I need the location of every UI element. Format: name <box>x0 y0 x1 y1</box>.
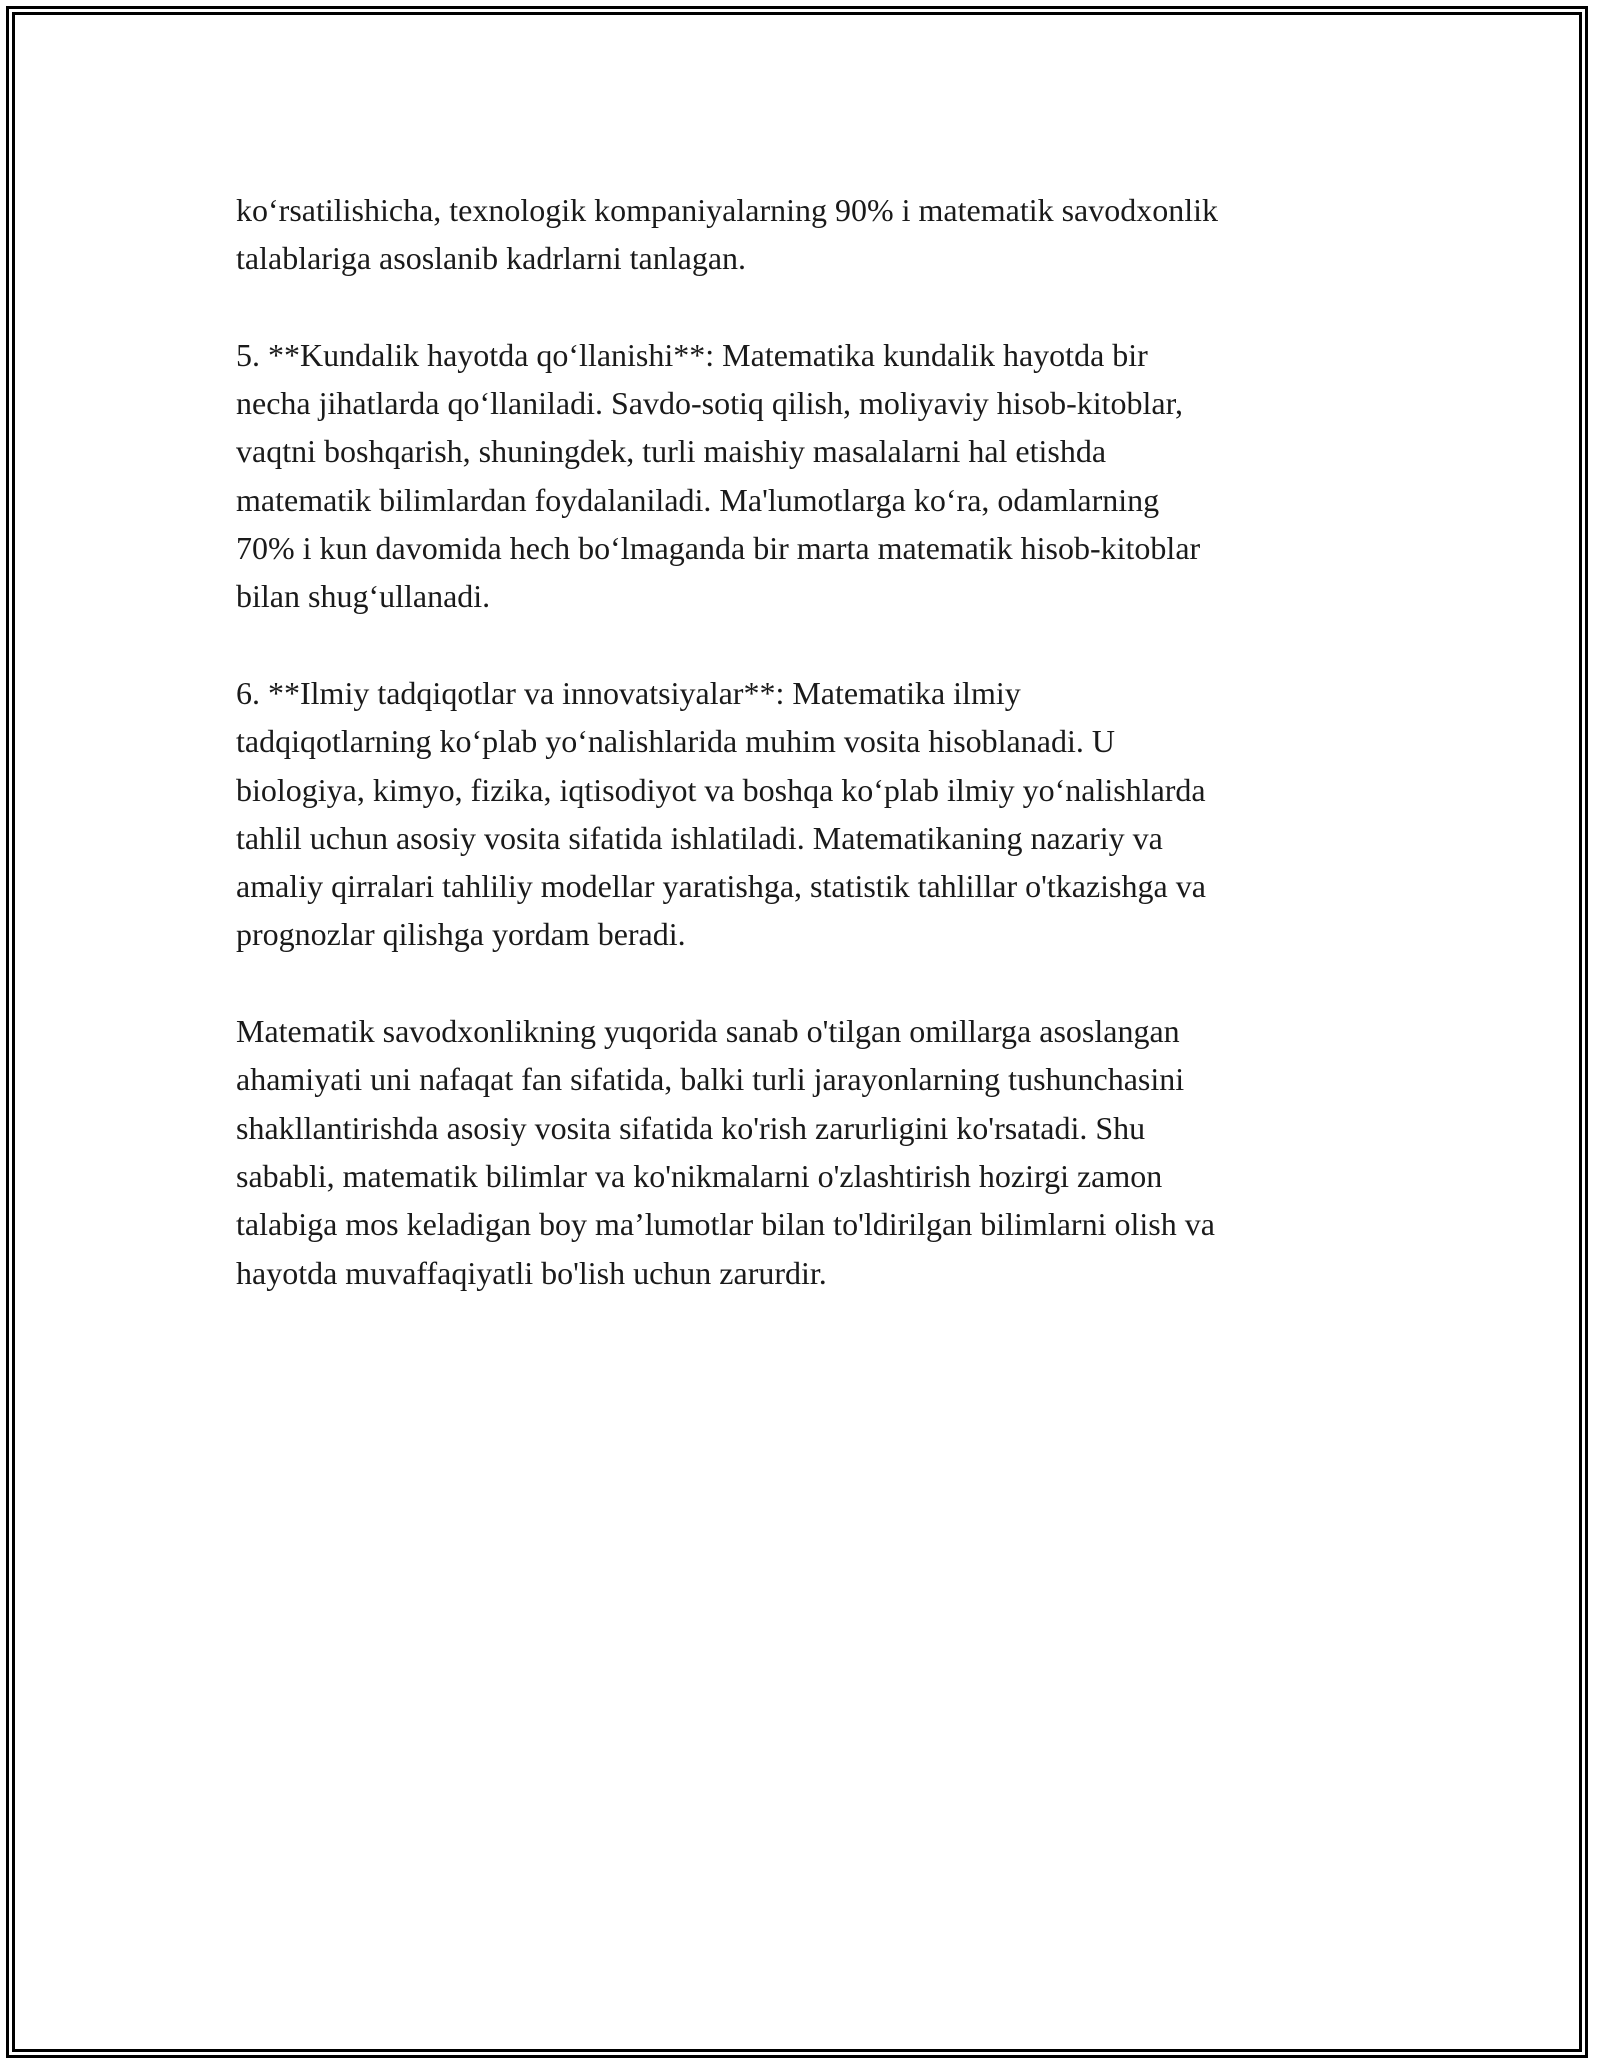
paragraph-conclusion: Matematik savodxonlikning yuqorida sanab o'tilgan omillarga asoslangan ahamiyati uni nafaqat fan sifatida, balki turli jarayonlarning tushunchasini shakllantirishda asosiy vosita sifatida ko'rish zarurligini ko'rsatadi. Shu sababli, matematik bilimlar va ko'nikmalarni o'zlashtirish hozirgi zamon talabiga mos keladigan boy ma’lumotlar bilan to'ldirilgan bilimlarni olish va hayotda muvaffaqiyatli bo'lish uchun zarurdir. <box>236 1013 1215 1291</box>
paragraph-scientific-research: 6. **Ilmiy tadqiqotlar va innovatsiyalar**: Matematika ilmiy tadqiqotlarning ko‘plab yo‘nalishlarida muhim vosita hisoblanadi. U biologiya, kimyo, fizika, iqtisodiyot va boshqa ko‘plab ilmiy yo‘nalishlarda tahlil uchun asosiy vosita sifatida ishlatiladi. Matematikaning nazariy va amaliy qirralari tahliliy modellar yaratishga, statistik tahlillar o'tkazishga va prognozlar qilishga yordam beradi. <box>236 674 1206 953</box>
paragraph-intro-continuation: ko‘rsatilishicha, texnologik kompaniyalarning 90% i matematik savodxonlik talablariga asoslanib kadrlarni tanlagan. <box>236 192 1219 277</box>
paragraph-daily-life: 5. **Kundalik hayotda qo‘llanishi**: Matematika kundalik hayotda bir necha jihatlarda qo‘llaniladi. Savdo-sotiq qilish, moliyaviy hisob-kitoblar, vaqtni boshqarish, shuningdek, turli maishiy masalalarni hal etishda matematik bilimlardan foydalaniladi. Ma'lumotlarga ko‘ra, odamlarning 70% i kun davomida hech bo‘lmaganda bir marta matematik hisob-kitoblar bilan shug‘ullanadi. <box>236 336 1201 615</box>
document-body <box>236 186 1376 1345</box>
